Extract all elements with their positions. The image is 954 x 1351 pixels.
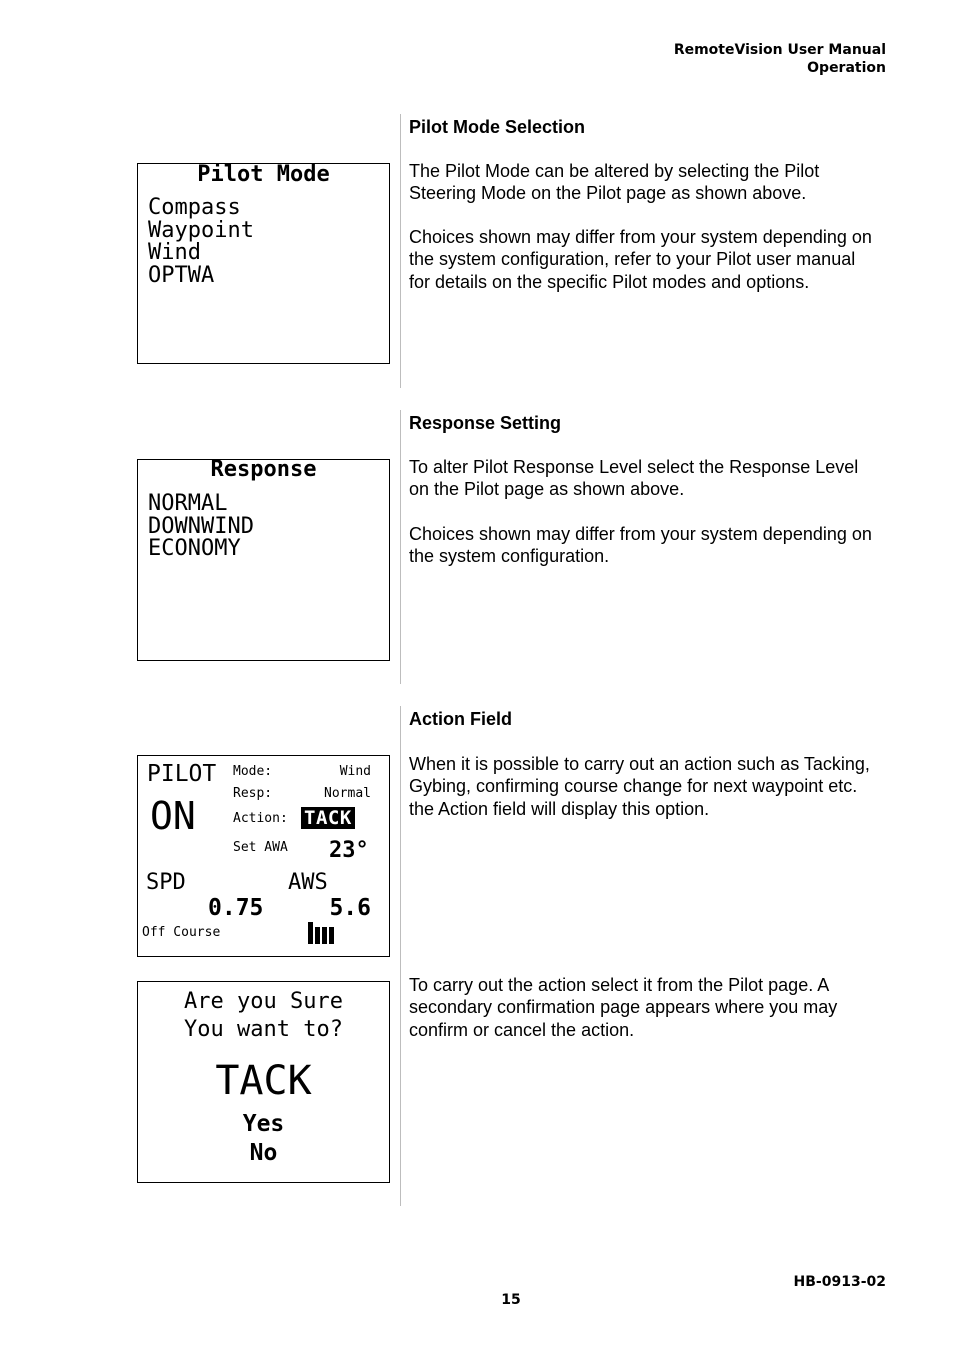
lcd-mode-value: Wind: [339, 764, 371, 779]
lcd-title: Pilot Mode: [197, 163, 330, 187]
section-paragraph: Choices shown may differ from your system depending on the system configuration.: [409, 524, 872, 567]
lcd-option: NORMAL: [148, 491, 228, 516]
lcd-aws-label: AWS: [288, 870, 328, 895]
lcd-confirm-action: TACK: [215, 1058, 312, 1104]
lcd-title: Response: [210, 459, 317, 482]
column-divider: [400, 706, 401, 1206]
footer-doc-code: HB-0913-02: [793, 1274, 886, 1290]
lcd-set-awa-label: Set AWA: [233, 840, 288, 855]
lcd-option: ECONOMY: [148, 536, 241, 561]
section-paragraph: To carry out the action select it from the Pilot page. A secondary confirmation page appears where you may confirm or cancel the action.: [409, 975, 838, 1040]
lcd-status: Off Course: [142, 925, 221, 940]
lcd-pilot-state: ON: [150, 794, 196, 838]
signal-bar: [322, 927, 327, 944]
lcd-option: Compass: [148, 195, 241, 220]
lcd-resp-value: Normal: [324, 786, 371, 801]
lcd-option: OPTWA: [148, 262, 215, 288]
column-divider: [400, 114, 401, 388]
section-paragraph: Choices shown may differ from your system depending on the system configuration, refer to your Pilot user manual for details on the specific Pilot modes and options.: [409, 227, 872, 292]
signal-bar: [329, 927, 334, 944]
lcd-set-awa-value: 23°: [329, 838, 369, 863]
running-header: [674, 41, 886, 77]
section-paragraph: To alter Pilot Response Level select the Response Level on the Pilot page as shown above.: [409, 457, 859, 500]
lcd-screen-pilot-mode: [137, 163, 390, 364]
lcd-spd-value: 0.75: [208, 895, 264, 921]
section-title-response: Response Setting: [409, 413, 562, 433]
column-divider: [400, 410, 401, 684]
lcd-spd-label: SPD: [146, 870, 186, 895]
lcd-screen-pilot-page: [137, 755, 390, 957]
signal-strength-icon: [308, 922, 336, 946]
lcd-screen-confirm: [137, 981, 390, 1183]
page-number: 15: [501, 1292, 521, 1308]
signal-bar: [315, 927, 320, 944]
lcd-confirm-no: No: [249, 1140, 278, 1166]
header-doc-title: RemoteVision User Manual: [673, 42, 886, 58]
lcd-confirm-line2: You want to?: [184, 1017, 343, 1042]
lcd-confirm-yes: Yes: [242, 1111, 285, 1137]
lcd-option: Wind: [148, 240, 201, 265]
lcd-resp-label: Resp:: [233, 786, 273, 801]
lcd-action-label: Action:: [233, 811, 288, 826]
section-title-pilot-mode: Pilot Mode Selection: [409, 117, 586, 137]
lcd-mode-label: Mode:: [233, 764, 273, 779]
header-section: Operation: [807, 60, 886, 76]
lcd-option: Waypoint: [148, 217, 254, 243]
lcd-option-list: [148, 197, 254, 287]
section-paragraph: When it is possible to carry out an action such as Tacking, Gybing, confirming course change for next waypoint etc. the Action field will display this option.: [409, 754, 870, 819]
lcd-screen-response: [137, 459, 390, 661]
lcd-pilot-label: PILOT: [147, 761, 217, 787]
lcd-aws-value: 5.6: [329, 895, 371, 921]
section-title-action-field: Action Field: [409, 709, 512, 729]
signal-bar: [308, 922, 313, 944]
lcd-option: DOWNWIND: [148, 513, 254, 539]
section-paragraph: The Pilot Mode can be altered by selecting the Pilot Steering Mode on the Pilot page as shown above.: [409, 161, 820, 204]
lcd-confirm-line1: Are you Sure: [184, 989, 343, 1014]
lcd-action-value: TACK: [301, 807, 355, 829]
lcd-option-list: [148, 493, 254, 561]
